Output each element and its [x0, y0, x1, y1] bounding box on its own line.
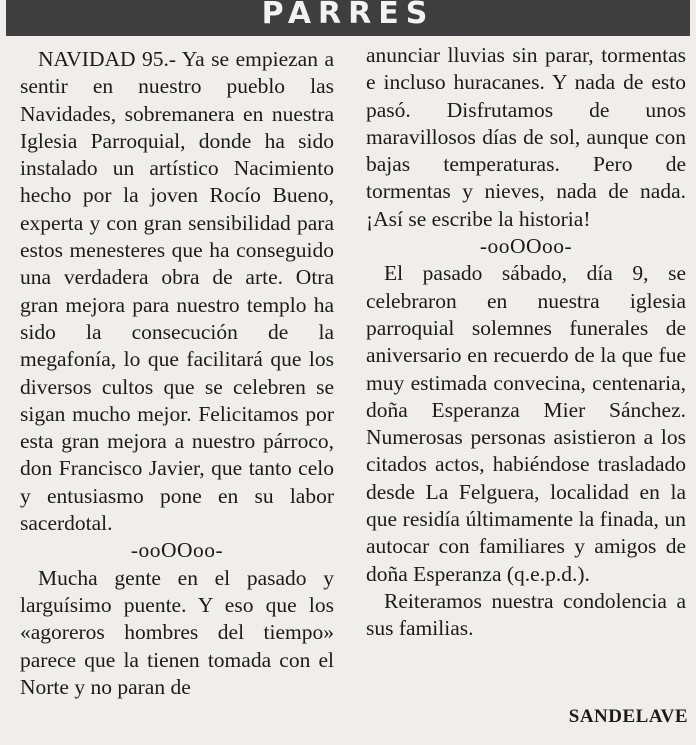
- article-paragraph: anunciar lluvias sin parar, tormentas e incluso huracanes. Y nada de esto pasó. Disfrutamos de unos maravillosos días de sol, aunque con bajas temperaturas. Pero de tormentas y nieves, nada de nada. ¡Así se escribe la historia!: [366, 43, 686, 231]
- section-title: PARRES: [261, 0, 435, 31]
- article-paragraph: NAVIDAD 95.- Ya se empiezan a sentir en nuestro pueblo las Navidades, sobremanera en nuestra Iglesia Parroquial, donde ha sido instalado un artístico Nacimiento hecho por la joven Rocío Bueno, experta y con gran sensibilidad para estos menesteres que ha conseguido una verdadera obra de arte. Otra gran mejora para nuestro templo ha sido la consecución de la megafonía, lo que facilitará que los diversos cultos que se celebren se sigan mucho mejor. Felicitamos por esta gran mejora a nuestro párroco, don Francisco Javier, que tanto celo y entusiasmo pone en su labor sacerdotal.: [20, 47, 334, 536]
- article-paragraph: El pasado sábado, día 9, se celebraron en nuestra iglesia parroquial solemnes funerales de aniversario en recuerdo de la que fue muy estimada convecina, centenaria, doña Esperanza Mier Sánchez. Numerosas personas asistieron a los citados actos, habiéndose trasladado desde La Felguera, localidad en la que residía últimamente la finada, un autocar con familiares y amigos de doña Esperanza (q.e.p.d.).: [366, 261, 686, 586]
- author-signature: SANDELAVE: [568, 706, 688, 727]
- article-paragraph: Mucha gente en el pasado y larguísimo puente. Y eso que los «agoreros hombres del tiempo» parece que la tienen tomada con el Norte y no paran de: [20, 565, 334, 699]
- separator: -ooOOoo-: [130, 538, 224, 563]
- article-paragraph: Reiteramos nuestra condolencia a sus familias.: [366, 588, 686, 641]
- separator: -ooOOoo-: [479, 234, 573, 259]
- left-column: [20, 46, 334, 701]
- right-column: [366, 42, 686, 643]
- section-header: [6, 0, 690, 36]
